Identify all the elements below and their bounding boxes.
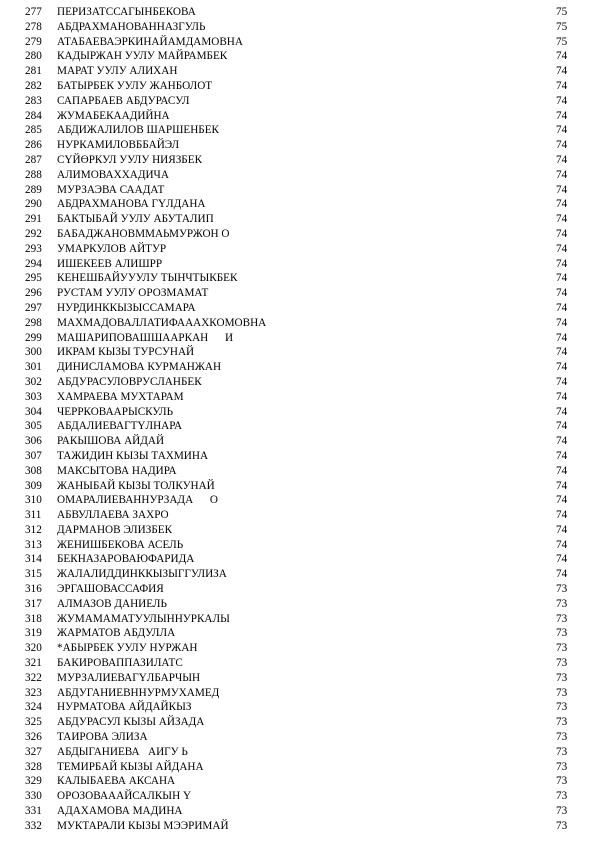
student-name: БАКТЫБАЙ УУЛУ АБУТАЛИП bbox=[57, 213, 214, 226]
student-name: ЧЕРРКОВААРЫСКУЛЬ bbox=[57, 405, 174, 418]
student-name: ЭРГАШОВАССАФИЯ bbox=[57, 583, 164, 596]
student-name: АБДУРАСУЛОВРУСЛАНБЕК bbox=[57, 375, 202, 388]
student-name: НУРКАМИЛОВББАЙЭЛ bbox=[57, 139, 180, 152]
row-number: 323 bbox=[25, 686, 42, 699]
student-name: ОМАРАЛИЕВАННУРЗАДА О bbox=[57, 494, 219, 507]
score-value: 73 bbox=[556, 760, 568, 773]
score-value: 74 bbox=[556, 316, 568, 329]
list-row bbox=[0, 183, 591, 198]
list-row bbox=[0, 538, 591, 553]
row-number: 290 bbox=[25, 198, 42, 211]
student-name: БАКИРОВАППАЗИЛАТС bbox=[57, 657, 183, 670]
student-name: БАБАДЖАНОВММАЬМУРЖОН О bbox=[57, 227, 230, 240]
list-row bbox=[0, 79, 591, 94]
score-value: 73 bbox=[556, 642, 568, 655]
score-value: 74 bbox=[556, 153, 568, 166]
row-number: 313 bbox=[25, 538, 42, 551]
ranking-list bbox=[0, 5, 591, 834]
row-number: 296 bbox=[25, 287, 42, 300]
row-number: 302 bbox=[25, 375, 42, 388]
score-value: 74 bbox=[556, 183, 568, 196]
score-value: 74 bbox=[556, 65, 568, 78]
row-number: 289 bbox=[25, 183, 42, 196]
score-value: 74 bbox=[556, 227, 568, 240]
student-name: АЛМАЗОВ ДАНИЕЛЬ bbox=[57, 597, 167, 610]
student-name: ДИНИСЛАМОВА КУРМАНЖАН bbox=[57, 361, 222, 374]
score-value: 74 bbox=[556, 287, 568, 300]
student-name: ДАРМАНОВ ЭЛИЗБЕК bbox=[57, 523, 173, 536]
score-value: 74 bbox=[556, 213, 568, 226]
list-row bbox=[0, 405, 591, 420]
student-name: ЖЕНИШБЕКОВА АСЕЛЬ bbox=[57, 538, 184, 551]
list-row bbox=[0, 819, 591, 834]
score-value: 74 bbox=[556, 331, 568, 344]
student-name: АДАХАМОВА МАДИНА bbox=[57, 805, 183, 818]
list-row bbox=[0, 612, 591, 627]
row-number: 320 bbox=[25, 642, 42, 655]
row-number: 312 bbox=[25, 523, 42, 536]
list-row bbox=[0, 789, 591, 804]
row-number: 318 bbox=[25, 612, 42, 625]
list-row bbox=[0, 286, 591, 301]
student-name: АБДЫГАНИЕВА АИГУ Ь bbox=[57, 745, 188, 758]
row-number: 324 bbox=[25, 701, 42, 714]
list-row bbox=[0, 271, 591, 286]
student-name: КАЛЫБАЕВА АКСАНА bbox=[57, 775, 176, 788]
student-name: АТАБАЕВАЭРКИНАЙАМДАМОВНА bbox=[57, 35, 243, 48]
score-value: 74 bbox=[556, 449, 568, 462]
score-value: 74 bbox=[556, 479, 568, 492]
row-number: 301 bbox=[25, 361, 42, 374]
row-number: 304 bbox=[25, 405, 42, 418]
list-row bbox=[0, 567, 591, 582]
row-number: 298 bbox=[25, 316, 42, 329]
list-row bbox=[0, 508, 591, 523]
list-row bbox=[0, 493, 591, 508]
list-row bbox=[0, 20, 591, 35]
list-row bbox=[0, 804, 591, 819]
score-value: 74 bbox=[556, 375, 568, 388]
score-value: 74 bbox=[556, 361, 568, 374]
list-row bbox=[0, 153, 591, 168]
score-value: 74 bbox=[556, 257, 568, 270]
score-value: 73 bbox=[556, 583, 568, 596]
row-number: 282 bbox=[25, 79, 42, 92]
list-row bbox=[0, 227, 591, 242]
row-number: 303 bbox=[25, 390, 42, 403]
list-row bbox=[0, 94, 591, 109]
list-row bbox=[0, 345, 591, 360]
score-value: 73 bbox=[556, 686, 568, 699]
score-value: 74 bbox=[556, 109, 568, 122]
list-row bbox=[0, 257, 591, 272]
student-name: АБДУРАСУЛ КЫЗЫ АЙЗАДА bbox=[57, 716, 205, 729]
list-row bbox=[0, 464, 591, 479]
score-value: 73 bbox=[556, 657, 568, 670]
list-row bbox=[0, 138, 591, 153]
score-value: 73 bbox=[556, 805, 568, 818]
score-value: 74 bbox=[556, 494, 568, 507]
score-value: 74 bbox=[556, 198, 568, 211]
student-name: МУКТАРАЛИ КЫЗЫ МЭЭРИМАЙ bbox=[57, 819, 229, 832]
student-name: НУРДИНККЫЗЫССАМАРА bbox=[57, 301, 196, 314]
list-row bbox=[0, 316, 591, 331]
list-row bbox=[0, 449, 591, 464]
student-name: АБДАЛИЕВАГТҮЛНАРА bbox=[57, 420, 183, 433]
student-name: АБДИЖАЛИЛОВ ШАРШЕНБЕК bbox=[57, 124, 219, 137]
student-name: АЛИМОВАХХАДИЧА bbox=[57, 168, 169, 181]
list-row bbox=[0, 641, 591, 656]
score-value: 74 bbox=[556, 435, 568, 448]
row-number: 311 bbox=[25, 509, 42, 522]
row-number: 321 bbox=[25, 657, 42, 670]
score-value: 73 bbox=[556, 819, 568, 832]
score-value: 74 bbox=[556, 464, 568, 477]
score-value: 74 bbox=[556, 242, 568, 255]
row-number: 309 bbox=[25, 479, 42, 492]
row-number: 283 bbox=[25, 94, 42, 107]
student-name: АБДРАХМАНОВАННАЗГУЛЬ bbox=[57, 20, 206, 33]
row-number: 329 bbox=[25, 775, 42, 788]
student-name: УМАРКУЛОВ АЙТУР bbox=[57, 242, 167, 255]
student-name: АБВУЛЛАЕВА ЗАХРО bbox=[57, 509, 169, 522]
score-value: 74 bbox=[556, 538, 568, 551]
row-number: 279 bbox=[25, 35, 42, 48]
list-row bbox=[0, 760, 591, 775]
score-value: 74 bbox=[556, 50, 568, 63]
list-row bbox=[0, 552, 591, 567]
score-value: 73 bbox=[556, 627, 568, 640]
list-row bbox=[0, 597, 591, 612]
student-name: ТАИРОВА ЭЛИЗА bbox=[57, 731, 148, 744]
row-number: 306 bbox=[25, 435, 42, 448]
student-name: ИКРАМ КЫЗЫ ТУРСУНАЙ bbox=[57, 346, 195, 359]
row-number: 299 bbox=[25, 331, 42, 344]
student-name: МАКСЫТОВА НАДИРА bbox=[57, 464, 177, 477]
row-number: 307 bbox=[25, 449, 42, 462]
list-row bbox=[0, 715, 591, 730]
row-number: 281 bbox=[25, 65, 42, 78]
list-row bbox=[0, 730, 591, 745]
score-value: 74 bbox=[556, 346, 568, 359]
row-number: 330 bbox=[25, 790, 42, 803]
row-number: 332 bbox=[25, 819, 42, 832]
row-number: 287 bbox=[25, 153, 42, 166]
row-number: 297 bbox=[25, 301, 42, 314]
student-name: АБДУГАНИЕВННУРМУХАМЕД bbox=[57, 686, 220, 699]
list-row bbox=[0, 212, 591, 227]
student-name: ЖУМАБЕКААДИЙНА bbox=[57, 109, 170, 122]
student-name: МАШАРИПОВАШШААРКАН И bbox=[57, 331, 234, 344]
list-row bbox=[0, 242, 591, 257]
row-number: 310 bbox=[25, 494, 42, 507]
row-number: 326 bbox=[25, 731, 42, 744]
score-value: 73 bbox=[556, 597, 568, 610]
score-value: 74 bbox=[556, 301, 568, 314]
student-name: ИШЕКЕЕВ АЛИШРР bbox=[57, 257, 163, 270]
list-row bbox=[0, 774, 591, 789]
student-name: РУСТАМ УУЛУ ОРОЗМАМАТ bbox=[57, 287, 209, 300]
score-value: 75 bbox=[556, 6, 568, 18]
list-row bbox=[0, 197, 591, 212]
student-name: ЖУМАМАМАТУУЛЫННУРКАЛЫ bbox=[57, 612, 230, 625]
score-value: 73 bbox=[556, 790, 568, 803]
score-value: 73 bbox=[556, 671, 568, 684]
student-name: ТАЖИДИН КЫЗЫ ТАХМИНА bbox=[57, 449, 209, 462]
list-row bbox=[0, 49, 591, 64]
list-row bbox=[0, 671, 591, 686]
student-name: ТЕМИРБАЙ КЫЗЫ АЙДАНА bbox=[57, 760, 204, 773]
list-row bbox=[0, 64, 591, 79]
row-number: 291 bbox=[25, 213, 42, 226]
score-value: 74 bbox=[556, 139, 568, 152]
list-row bbox=[0, 331, 591, 346]
student-name: МАРАТ УУЛУ АЛИХАН bbox=[57, 65, 178, 78]
row-number: 327 bbox=[25, 745, 42, 758]
list-row bbox=[0, 360, 591, 375]
row-number: 317 bbox=[25, 597, 42, 610]
row-number: 328 bbox=[25, 760, 42, 773]
score-value: 74 bbox=[556, 124, 568, 137]
row-number: 300 bbox=[25, 346, 42, 359]
list-row bbox=[0, 626, 591, 641]
student-name: ХАМРАЕВА МУХТАРАМ bbox=[57, 390, 184, 403]
score-value: 74 bbox=[556, 94, 568, 107]
score-value: 74 bbox=[556, 568, 568, 581]
list-row bbox=[0, 700, 591, 715]
student-name: КАДЫРЖАН УУЛУ МАЙРАМБЕК bbox=[57, 50, 228, 63]
list-row bbox=[0, 390, 591, 405]
student-name: *АБЫРБЕК УУЛУ НУРЖАН bbox=[57, 642, 198, 655]
score-value: 74 bbox=[556, 509, 568, 522]
list-row bbox=[0, 523, 591, 538]
score-value: 74 bbox=[556, 79, 568, 92]
score-value: 73 bbox=[556, 731, 568, 744]
list-row bbox=[0, 109, 591, 124]
row-number: 288 bbox=[25, 168, 42, 181]
score-value: 75 bbox=[556, 20, 568, 33]
student-name: АБДРАХМАНОВА ГҮЛДАНА bbox=[57, 198, 206, 211]
list-row bbox=[0, 168, 591, 183]
list-row bbox=[0, 479, 591, 494]
student-name: МАХМАДОВАЛЛАТИФАААХКОМОВНА bbox=[57, 316, 267, 329]
score-value: 73 bbox=[556, 612, 568, 625]
score-value: 73 bbox=[556, 775, 568, 788]
row-number: 308 bbox=[25, 464, 42, 477]
row-number: 280 bbox=[25, 50, 42, 63]
list-row bbox=[0, 434, 591, 449]
score-value: 75 bbox=[556, 35, 568, 48]
score-value: 74 bbox=[556, 553, 568, 566]
list-row bbox=[0, 5, 591, 20]
row-number: 315 bbox=[25, 568, 42, 581]
row-number: 294 bbox=[25, 257, 42, 270]
score-value: 74 bbox=[556, 168, 568, 181]
student-name: СҮЙӨРКУЛ УУЛУ НИЯЗБЕК bbox=[57, 153, 203, 166]
student-name: НУРМАТОВА АЙДАЙКЫЗ bbox=[57, 701, 192, 714]
student-name: ЖАЛАЛИДДИНККЫЗЫГГУЛИЗА bbox=[57, 568, 227, 581]
row-number: 325 bbox=[25, 716, 42, 729]
student-name: РАКЫШОВА АЙДАЙ bbox=[57, 435, 165, 448]
list-row bbox=[0, 301, 591, 316]
student-name: МУРЗАЭВА СААДАТ bbox=[57, 183, 165, 196]
row-number: 331 bbox=[25, 805, 42, 818]
student-name: ЖАНЫБАЙ КЫЗЫ ТОЛКУНАЙ bbox=[57, 479, 215, 492]
row-number: 314 bbox=[25, 553, 42, 566]
score-value: 73 bbox=[556, 716, 568, 729]
row-number: 316 bbox=[25, 583, 42, 596]
student-name: БАТЫРБЕК УУЛУ ЖАНБОЛОТ bbox=[57, 79, 213, 92]
student-name: МУРЗАЛИЕВАГҮЛБАРЧЫН bbox=[57, 671, 201, 684]
row-number: 292 bbox=[25, 227, 42, 240]
score-value: 74 bbox=[556, 390, 568, 403]
score-value: 74 bbox=[556, 405, 568, 418]
list-row bbox=[0, 35, 591, 50]
list-row bbox=[0, 375, 591, 390]
list-row bbox=[0, 123, 591, 138]
score-value: 74 bbox=[556, 272, 568, 285]
list-row bbox=[0, 686, 591, 701]
score-value: 74 bbox=[556, 523, 568, 536]
row-number: 285 bbox=[25, 124, 42, 137]
list-row bbox=[0, 656, 591, 671]
student-name: ОРОЗОВАААЙСАЛКЫН Ү bbox=[57, 790, 192, 803]
score-value: 74 bbox=[556, 420, 568, 433]
row-number: 293 bbox=[25, 242, 42, 255]
score-value: 73 bbox=[556, 701, 568, 714]
list-row bbox=[0, 745, 591, 760]
row-number: 319 bbox=[25, 627, 42, 640]
row-number: 305 bbox=[25, 420, 42, 433]
student-name: БЕКНАЗАРОВАЮФАРИДА bbox=[57, 553, 195, 566]
student-name: КЕНЕШБАЙУУУЛУ ТЫНЧТЫКБЕК bbox=[57, 272, 238, 285]
list-row bbox=[0, 419, 591, 434]
list-row bbox=[0, 582, 591, 597]
row-number: 277 bbox=[25, 6, 42, 18]
row-number: 284 bbox=[25, 109, 42, 122]
student-name: ЖАРМАТОВ АБДУЛЛА bbox=[57, 627, 176, 640]
row-number: 322 bbox=[25, 671, 42, 684]
row-number: 278 bbox=[25, 20, 42, 33]
row-number: 295 bbox=[25, 272, 42, 285]
student-name: ПЕРИЗАТССАГЫНБЕКОВА bbox=[57, 6, 196, 18]
student-name: САПАРБАЕВ АБДУРАСУЛ bbox=[57, 94, 190, 107]
row-number: 286 bbox=[25, 139, 42, 152]
score-value: 73 bbox=[556, 745, 568, 758]
